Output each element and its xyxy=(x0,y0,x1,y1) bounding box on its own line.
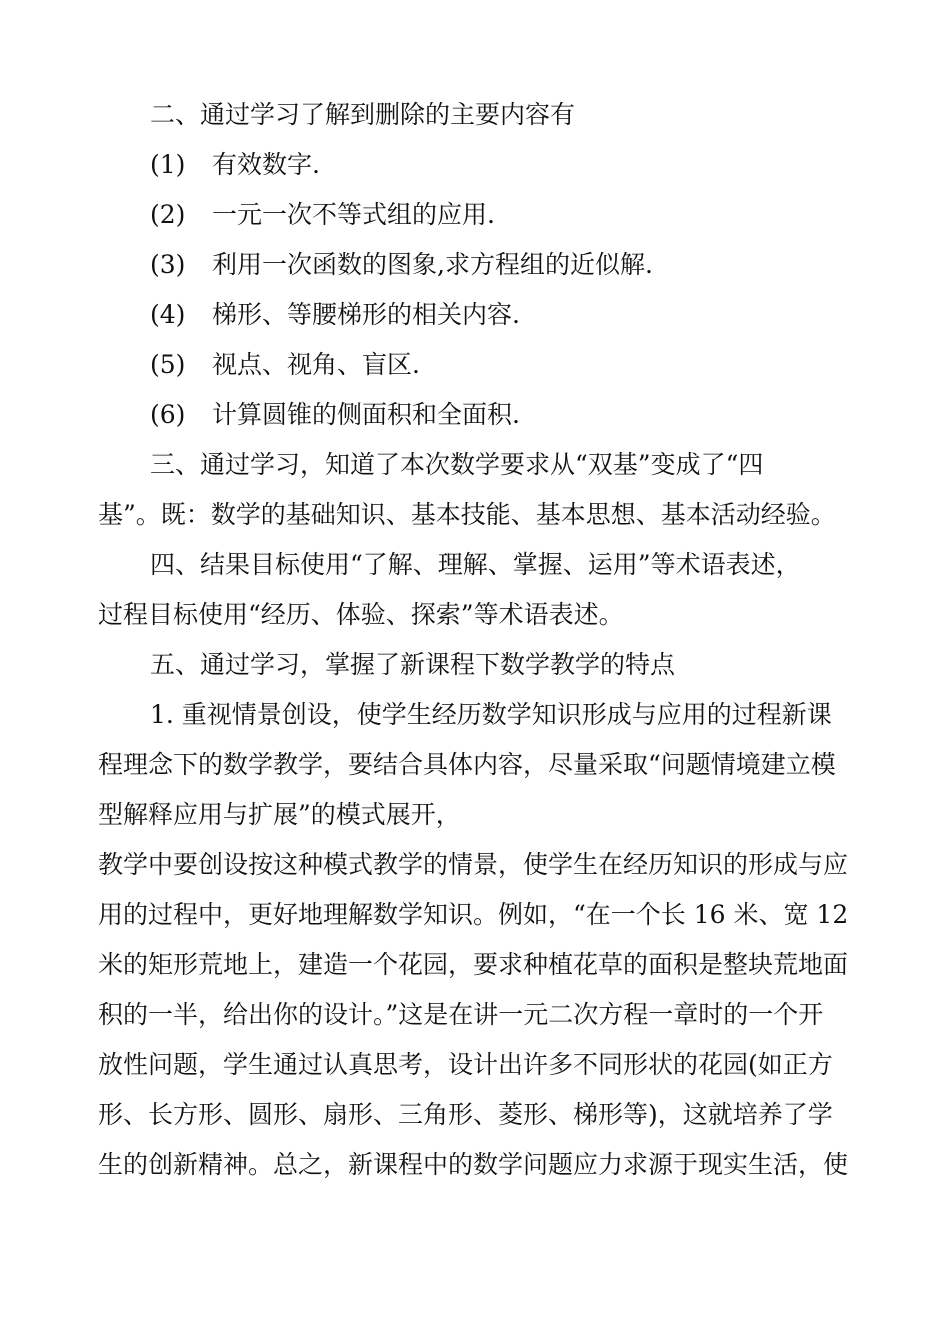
body-line: 积的一半，给出你的设计。”这是在讲一元二次方程一章时的一个开 xyxy=(98,1000,824,1029)
section-heading-2: 二、通过学习了解到删除的主要内容有 xyxy=(150,100,576,129)
section-heading-5: 五、通过学习，掌握了新课程下数学教学的特点 xyxy=(150,650,676,679)
list-item-number: (4) xyxy=(150,300,186,329)
section-4-line-2: 过程目标使用“经历、体验、探索”等术语表述。 xyxy=(98,600,624,629)
list-item-number: (6) xyxy=(150,400,186,429)
body-line: 用的过程中，更好地理解数学知识。例如，“在一个长 16 米、宽 12 xyxy=(98,900,849,929)
section-4-line-1: 四、结果目标使用“了解、理解、掌握、运用”等术语表述， xyxy=(150,550,801,579)
body-line: 米的矩形荒地上，建造一个花园，要求种植花草的面积是整块荒地面 xyxy=(98,950,849,979)
list-item xyxy=(150,200,495,230)
list-item-number: (5) xyxy=(150,350,186,379)
point-1-line: 型解释应用与扩展”的模式展开， xyxy=(98,800,461,829)
body-line: 放性问题，学生通过认真思考，设计出许多不同形状的花园(如正方 xyxy=(98,1050,833,1079)
point-1-line: 程理念下的数学教学，要结合具体内容，尽量采取“问题情境建立模 xyxy=(98,750,836,779)
list-item-text: 利用一次函数的图象,求方程组的近似解. xyxy=(212,250,653,279)
list-item-number: (1) xyxy=(150,150,186,179)
list-item-text: 视点、视角、盲区. xyxy=(212,350,420,379)
list-item-text: 有效数字. xyxy=(212,150,320,179)
list-item xyxy=(150,300,520,330)
body-line: 生的创新精神。总之，新课程中的数学问题应力求源于现实生活，使 xyxy=(98,1150,849,1179)
list-item-text: 一元一次不等式组的应用. xyxy=(212,200,495,229)
body-line: 教学中要创设按这种模式教学的情景，使学生在经历知识的形成与应 xyxy=(98,850,849,879)
list-item xyxy=(150,400,520,430)
body-line: 形、长方形、圆形、扇形、三角形、菱形、梯形等)，这就培养了学 xyxy=(98,1100,833,1129)
point-1-line: 1. 重视情景创设，使学生经历数学知识形成与应用的过程新课 xyxy=(150,700,832,729)
list-item-number: (2) xyxy=(150,200,186,229)
list-item xyxy=(150,350,420,380)
list-item-text: 计算圆锥的侧面积和全面积. xyxy=(212,400,520,429)
section-3-line-2: 基”。既：数学的基础知识、基本技能、基本思想、基本活动经验。 xyxy=(98,500,836,529)
list-item xyxy=(150,150,320,180)
list-item xyxy=(150,250,653,280)
section-3-line-1: 三、通过学习，知道了本次数学要求从“双基”变成了“四 xyxy=(150,450,764,479)
list-item-text: 梯形、等腰梯形的相关内容. xyxy=(212,300,520,329)
list-item-number: (3) xyxy=(150,250,186,279)
